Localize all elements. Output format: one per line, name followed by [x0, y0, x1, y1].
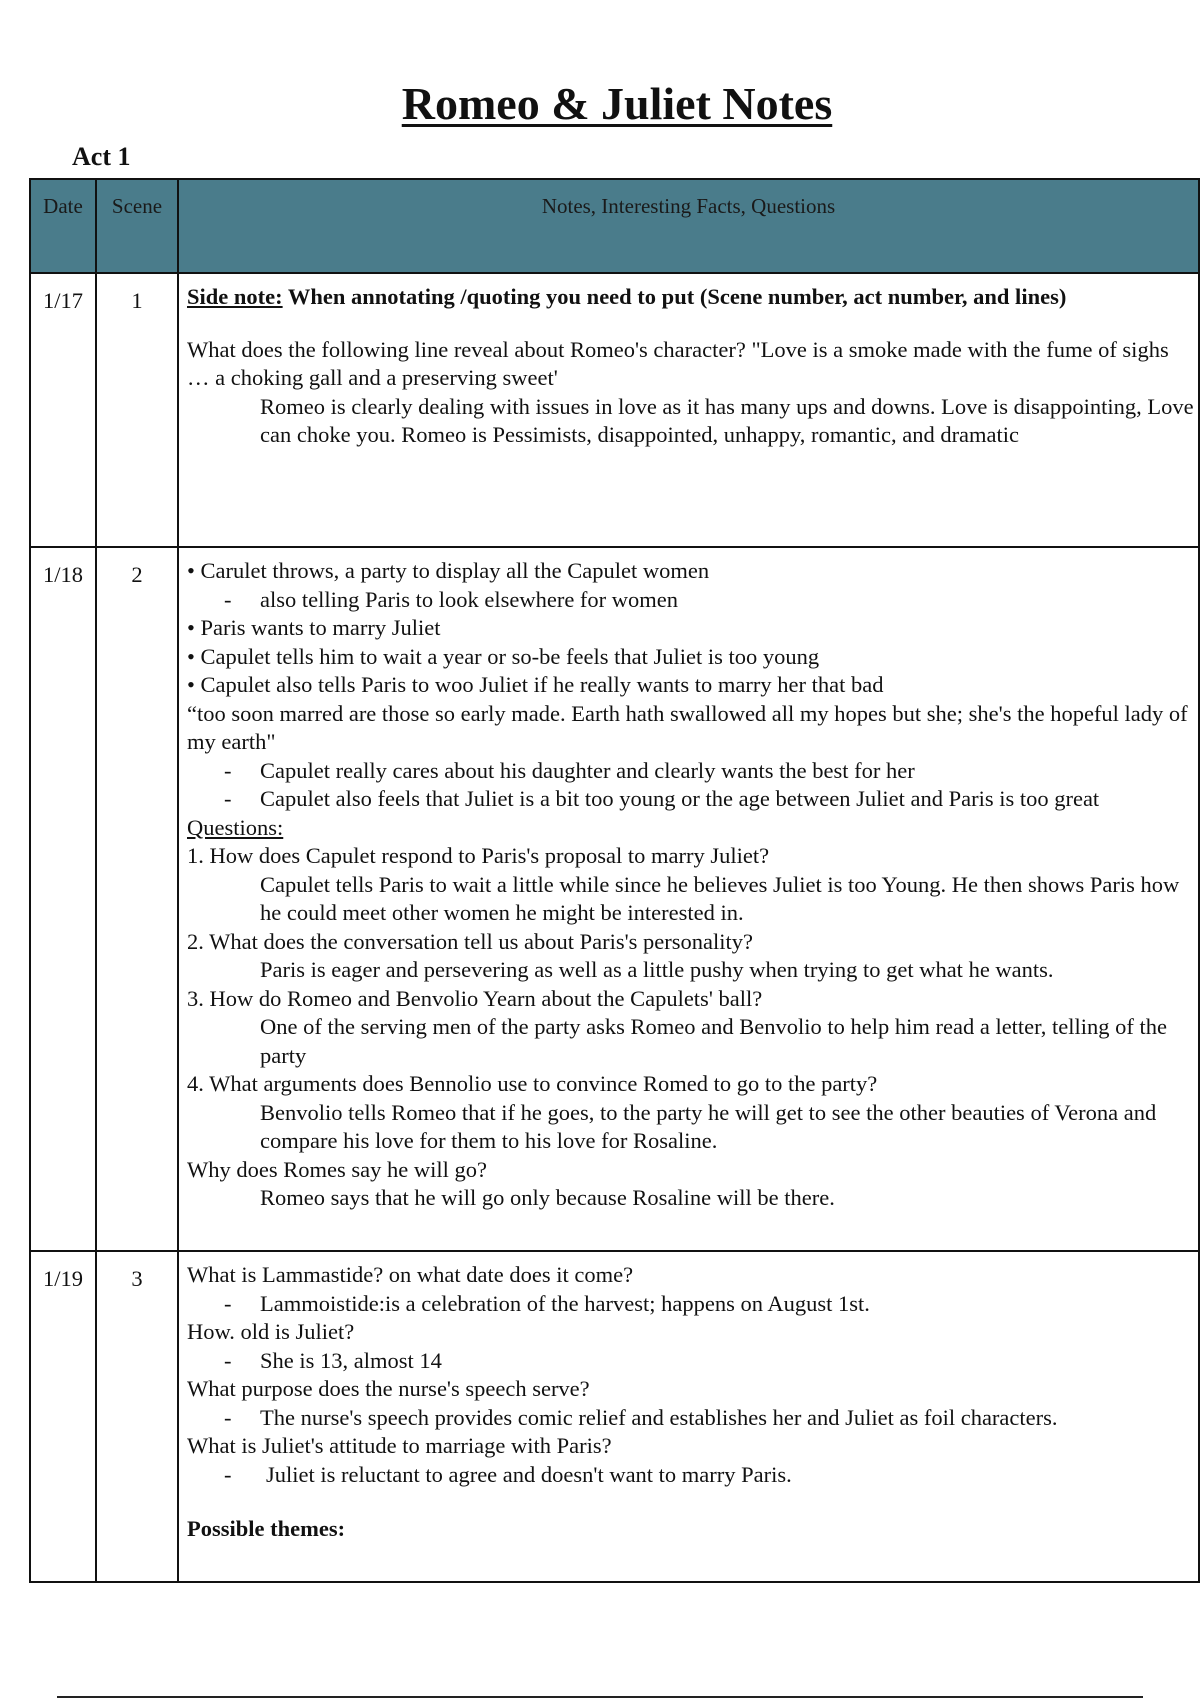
row-date: 1/19	[30, 1251, 96, 1582]
page-title: Romeo & Juliet Notes	[401, 78, 833, 129]
row-scene: 3	[96, 1251, 178, 1582]
note-question: 1. How does Capulet respond to Paris's proposal to marry Juliet?	[187, 843, 770, 868]
table-row	[30, 273, 1199, 547]
row-notes	[178, 1251, 1199, 1582]
questions-heading: Questions:	[187, 814, 284, 840]
header-scene: Scene	[96, 179, 178, 273]
act-label: Act 1	[72, 142, 131, 171]
note-question: What purpose does the nurse's speech serve?	[187, 1376, 590, 1401]
possible-themes-label: Possible themes:	[187, 1516, 346, 1541]
table-header	[30, 179, 1199, 273]
note-answer: Romeo is clearly dealing with issues in love as it has many ups and downs. Love is disappointing, Love can choke you. Romeo is Pessimists, disappointed, unhappy, romantic, and dramatic	[260, 393, 1194, 447]
row-notes	[178, 547, 1199, 1251]
bullet-item: • Capulet tells him to wait a year or so-be feels that Juliet is too young	[187, 643, 820, 669]
note-question: What is Juliet's attitude to marriage with Paris?	[187, 1433, 612, 1458]
note-question: 3. How do Romeo and Benvolio Yearn about the Capulets' ball?	[187, 985, 763, 1011]
bullet-item: • Paris wants to marry Juliet	[187, 615, 441, 640]
note-answer: Romeo says that he will go only because Rosaline will be there.	[260, 1185, 835, 1210]
row-date: 1/17	[30, 273, 96, 547]
header-date: Date	[30, 179, 96, 273]
note-question: 4. What arguments does Bennolio use to convince Romed to go to the party?	[187, 1071, 878, 1096]
note-answer: Paris is eager and persevering as well as a little pushy when trying to get what he wants.	[260, 957, 1054, 982]
note-answer: One of the serving men of the party asks Romeo and Benvolio to help him read a letter, telling of the party	[260, 1014, 1167, 1068]
row-scene: 1	[96, 273, 178, 547]
row-notes	[178, 273, 1199, 547]
note-question: What does the following line reveal about Romeo's character? "Love is a smoke made with the fume of sighs … a choking gall and a preserving sweet'	[187, 336, 1169, 390]
note-question: 2. What does the conversation tell us about Paris's personality?	[187, 928, 754, 954]
dash-item: - Lammoistide:is a celebration of the harvest; happens on August 1st.	[187, 1290, 1194, 1319]
notes-table	[29, 178, 1200, 1583]
header-notes: Notes, Interesting Facts, Questions	[178, 179, 1199, 273]
side-note-label: Side note:	[187, 284, 283, 309]
note-question: Why does Romes say he will go?	[187, 1156, 487, 1182]
side-note-text: When annotating /quoting you need to put (Scene number, act number, and lines)	[282, 284, 1067, 309]
table-row	[30, 1251, 1199, 1582]
note-question: What is Lammastide? on what date does it come?	[187, 1262, 634, 1287]
bullet-item: • Carulet throws, a party to display all the Capulet women	[187, 558, 710, 583]
side-note	[187, 283, 1194, 312]
dash-item: - Capulet really cares about his daughter and clearly wants the best for her	[187, 757, 1194, 786]
dash-item: - Capulet also feels that Juliet is a bit too young or the age between Juliet and Paris is too great	[187, 785, 1194, 814]
quote: “too soon marred are those so early made. Earth hath swallowed all my hopes but she; she's the hopeful lady of my earth"	[187, 700, 1188, 754]
dash-item: - The nurse's speech provides comic relief and establishes her and Juliet as foil characters.	[187, 1404, 1194, 1433]
row-date: 1/18	[30, 547, 96, 1251]
footer-divider	[57, 1696, 1143, 1698]
dash-item: - also telling Paris to look elsewhere for women	[187, 586, 1194, 615]
dash-item: - She is 13, almost 14	[187, 1347, 1194, 1376]
note-question: How. old is Juliet?	[187, 1319, 355, 1344]
table-row	[30, 547, 1199, 1251]
dash-item: - Juliet is reluctant to agree and doesn't want to marry Paris.	[187, 1461, 1194, 1490]
row-scene: 2	[96, 547, 178, 1251]
note-answer: Capulet tells Paris to wait a little while since he believes Juliet is too Young. He then shows Paris how he could meet other women he might be interested in.	[260, 871, 1180, 925]
bullet-item: • Capulet also tells Paris to woo Juliet if he really wants to marry her that bad	[187, 672, 884, 697]
note-answer: Benvolio tells Romeo that if he goes, to the party he will get to see the other beauties of Verona and compare his love for them to his love for Rosaline.	[260, 1099, 1157, 1153]
